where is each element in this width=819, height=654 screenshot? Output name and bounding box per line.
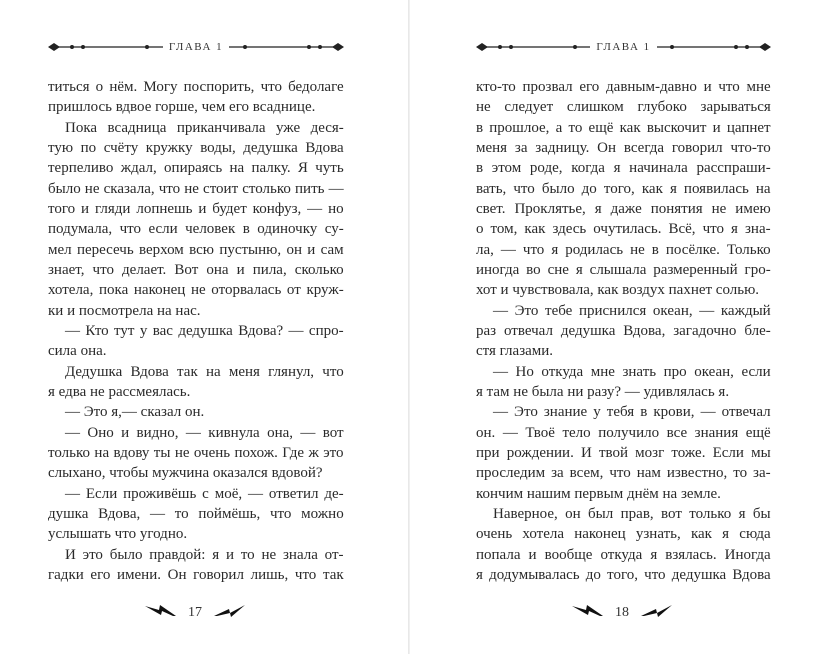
page-number: 17 [188,605,202,620]
text-line: проследим за всем, что нам известно, то за- [476,465,771,482]
text-line: — Это тебе приснился океан, — каждый [493,302,771,319]
text-line: того и гляди лопнешь и будет конфуз, — но [48,200,344,217]
text-line: титься о нём. Могу поспорить, что бедолаге [48,79,344,95]
lightning-bolt-icon [213,603,245,619]
text-line: хотела, пока наконец не оторвалась от круж- [48,282,344,299]
text-line: Пока всадница приканчивала уже деся- [65,119,344,136]
right-page [410,0,819,654]
text-line: душка Вдова, — то поймёшь, что можно [48,505,344,522]
text-line: не следует слишком глубоко зарываться [476,99,771,116]
text-line: — Это я,— сказал он. [65,404,205,421]
text-line: хот и чувствовала, как воздух пахнет солью. [476,282,760,299]
text-line: только на вдову ты не очень похож. Где ж это [48,444,344,461]
text-line: ки и посмотрела на нас. [48,302,201,319]
text-line: в прошлое, а то ещё как выскочит и цапнет [476,119,771,136]
text-line: — Если проживёшь с моё, — ответил де- [65,485,344,502]
text-line: было не сказала, что не стоит столько пить — [48,180,344,197]
text-line: Наверное, он был прав, вот только я бы [493,505,771,522]
text-line: — Это знание у тебя в крови, — отвечал [493,404,771,421]
text-line: свет. Проклятье, я даже понятия не имею [476,200,771,217]
text-line: вать, что было до того, как я появилась на [476,180,771,197]
text-line: он. — Твоё тело получило все знания ещё [476,424,771,441]
text-line: я едва не рассмеялась. [48,383,191,400]
running-header [476,38,771,56]
body-text [48,77,344,585]
text-line: терпеливо ждал, опираясь на палку. Я чуть [48,160,344,177]
text-line: я додумывалась до того, что дедушка Вдова [476,566,771,583]
text-line: Дедушка Вдова так на меня глянул, что [65,363,344,380]
chapter-title: ГЛАВА 1 [590,41,656,53]
page-footer [145,603,245,625]
text-line: в этом роде, когда я начинала расспраши- [476,160,771,177]
text-line: услышать что угодно. [48,526,188,543]
page-footer [572,603,672,625]
text-line: попала и вообще откуда я взялась. Иногда [476,546,771,563]
text-line: меня за задницу. Он всегда говорил что-то [476,139,771,156]
text-line: сила она. [48,343,107,360]
text-line: тую по счёту кружку воды, дедушка Вдова [48,139,344,156]
body-text [476,77,771,585]
text-line: пришлось вдвое горше, чем его всаднице. [48,99,316,116]
text-line: — Кто тут у вас дедушка Вдова? — спро- [65,322,344,339]
text-line: подумала, что если человек в одиночку су- [48,221,344,238]
text-line: — Но откуда мне знать про океан, если [493,363,771,380]
page-number: 18 [615,605,629,620]
running-header [48,38,344,56]
lightning-bolt-icon [640,603,672,619]
text-line: раз отвечал дедушка Вдова, загадочно бле- [476,322,771,339]
text-line: мел пересечь верхом всю пустыню, он и сам [48,241,344,258]
text-line: И это было правдой: я и то не знала от- [65,546,344,563]
text-line: кто-то прозвал его давным-давно и что мне [476,79,771,95]
text-line: о том, как здесь очутилась. Всё, что я зна- [476,221,771,238]
text-line: гадки его имени. Он говорил лишь, что так [48,566,344,583]
text-line: иногда во сне я слышала размеренный гро- [476,261,771,278]
left-page [0,0,409,654]
text-line: ла, — что я родилась не в посёлке. Только [476,241,771,258]
chapter-title: ГЛАВА 1 [163,41,229,53]
text-line: я там не была ни разу? — удивлялась я. [476,383,730,400]
text-line: очень хотела наконец узнать, как я сюда [476,526,771,543]
text-line: кончим нашим первым днём на земле. [476,485,721,502]
text-line: при рождении. И твой мозг тоже. Если мы [476,444,771,461]
text-line: слыхано, чтобы мужчина оказался вдовой? [48,465,323,482]
text-line: — Оно и видно, — кивнула она, — вот [65,424,344,441]
text-line: стя глазами. [476,343,554,360]
text-line: знает, что делает. Вот она и пила, сколько [48,261,344,278]
